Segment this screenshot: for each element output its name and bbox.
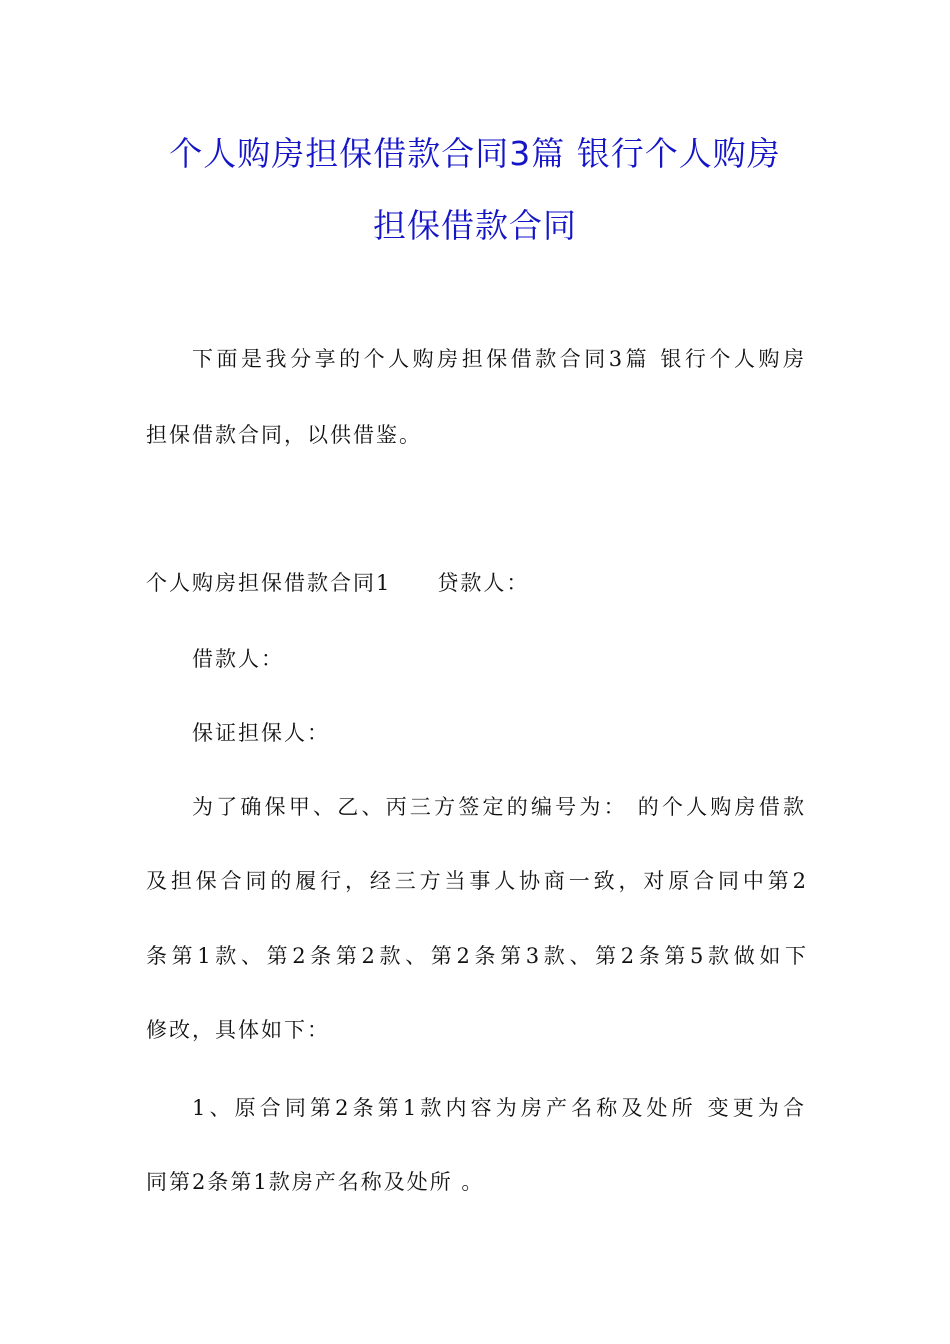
paragraph-1-line-2: 及担保合同的履行，经三方当事人协商一致，对原合同中第2 — [146, 869, 806, 893]
paragraph-1-line-4: 修改，具体如下： — [146, 1018, 330, 1042]
intro-line-2: 担保借款合同，以供借鉴。 — [146, 423, 422, 447]
contract-heading: 个人购房担保借款合同1 — [146, 571, 392, 595]
paragraph-1-line-1: 为了确保甲、乙、丙三方签定的编号为： 的个人购房借款 — [192, 795, 804, 819]
item-1-line-1: 1、原合同第2条第1款内容为房产名称及处所 变更为合 — [192, 1096, 804, 1120]
guarantor-label: 保证担保人： — [192, 721, 330, 745]
lender-label: 贷款人： — [437, 571, 530, 595]
item-1-line-2: 同第2条第1款房产名称及处所 。 — [146, 1170, 485, 1194]
paragraph-1-line-3: 条第1款、第2条第2款、第2条第3款、第2条第5款做如下 — [146, 944, 806, 968]
intro-line-1: 下面是我分享的个人购房担保借款合同3篇 银行个人购房 — [192, 347, 804, 371]
document-title-line-1: 个人购房担保借款合同3篇 银行个人购房 — [169, 134, 781, 173]
document-title-line-2: 担保借款合同 — [373, 206, 577, 245]
borrower-label: 借款人： — [192, 647, 284, 671]
contract-heading-row — [146, 569, 806, 597]
